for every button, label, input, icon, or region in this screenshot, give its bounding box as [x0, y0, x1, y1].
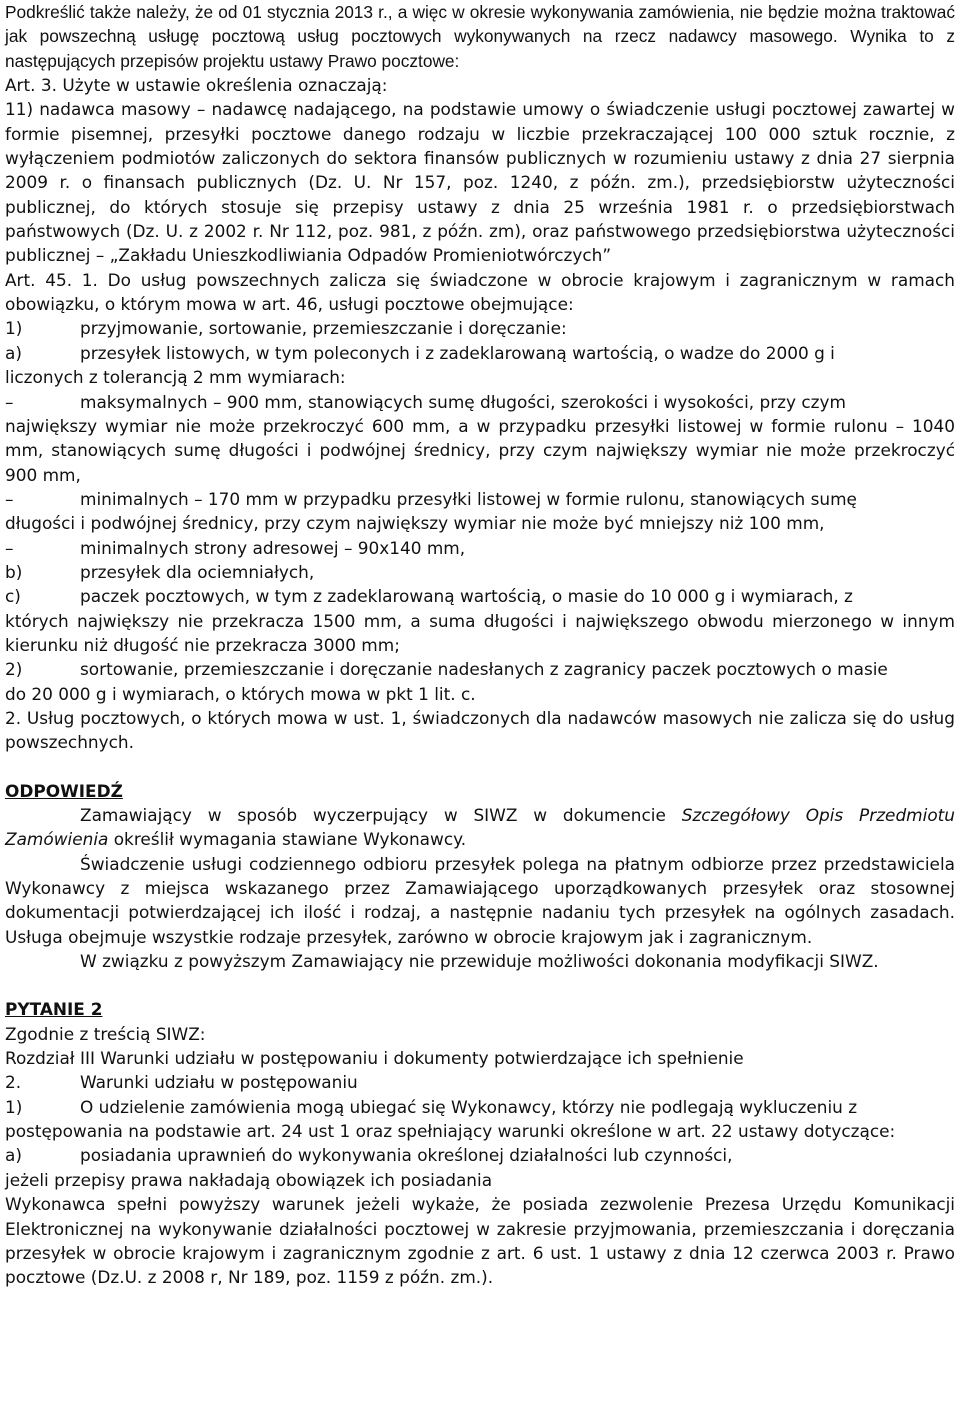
list-continuation: postępowania na podstawie art. 24 ust 1 oraz spełniający warunki określone w art. 22 ustawy dotyczące: — [5, 1121, 896, 1142]
answer-text: Zamawiający w sposób wyczerpujący w SIWZ w dokumencie — [80, 805, 682, 825]
list-item — [5, 1095, 955, 1119]
art3-line: Art. 3. Użyte w ustawie określenia oznaczają: — [5, 75, 388, 96]
answer-paragraph-2: Świadczenie usługi codziennego odbioru przesyłek polega na płatnym odbiorze przez przedstawiciela Wykonawcy z miejsca wskazanego przez Zamawiającego uporządkowanych przesyłek oraz stosownej dokumentacji potwierdzającej ich ilość i rodzaj, a następnie nadaniu tych przesyłek na ogólnych zasadach. Usługa obejmuje wszystkie rodzaje przesyłek, zarówno w obrocie krajowym jak i zagranicznym. — [5, 853, 955, 947]
list-item — [5, 584, 955, 608]
art45-paragraph: Art. 45. 1. Do usług powszechnych zalicza się świadczone w obrocie krajowym i zagranicznym w ramach obowiązku, o którym mowa w art. 46, usługi pocztowe obejmujące: — [5, 269, 955, 315]
art45-paragraph-2: 2. Usług pocztowych, o których mowa w ust. 1, świadczonych dla nadawców masowych nie zalicza się do usług powszechnych. — [5, 707, 955, 753]
list-label: a) — [5, 1145, 22, 1166]
question-line: jeżeli przepisy prawa nakładają obowiązek ich posiadania — [5, 1169, 493, 1190]
list-text: sortowanie, przemieszczanie i doręczanie nadesłanych z zagranicy paczek pocztowych o masie — [80, 659, 888, 680]
list-label: a) — [5, 342, 22, 363]
list-text: O udzielenie zamówienia mogą ubiegać się Wykonawcy, którzy nie podlegają wykluczeniu z — [80, 1096, 858, 1117]
answer-paragraph-3: W związku z powyższym Zamawiający nie przewiduje możliwości dokonania modyfikacji SIWZ. — [80, 951, 879, 972]
dash-text: minimalnych – 170 mm w przypadku przesyłki listowej w formie rulonu, stanowiących sumę — [80, 488, 857, 509]
question-heading: PYTANIE 2 — [5, 999, 103, 1020]
list-label: c) — [5, 586, 21, 607]
intro-paragraph — [5, 0, 955, 73]
answer-heading: ODPOWIEDŹ — [5, 780, 123, 801]
dash-item — [5, 487, 955, 511]
list-item — [5, 657, 955, 681]
document-title: Szczegółowy Opis Przedmiotu Zamówienia — [5, 805, 955, 850]
list-continuation: do 20 000 g i wymiarach, o których mowa w pkt 1 lit. c. — [5, 683, 476, 704]
list-item — [5, 316, 955, 340]
question-paragraph: Wykonawca spełni powyższy warunek jeżeli wykaże, że posiada zezwolenie Prezesa Urzędu Komunikacji Elektronicznej na wykonywanie działalności pocztowej w zakresie przyjmowania, przemieszczania i doręczania przesyłek w obrocie krajowym i zagranicznym zgodnie z art. 6 ust. 1 ustawy z dnia 12 czerwca 2003 r. Prawo pocztowe (Dz.U. z 2008 r, Nr 189, poz. 1159 z późn. zm.). — [5, 1194, 955, 1288]
definition-11: 11) nadawca masowy – nadawcę nadającego, na podstawie umowy o świadczenie usługi pocztowej zawartej w formie pisemnej, przesyłki pocztowe danego rodzaju w liczbie przekraczającej 100 000 sztuk rocznie, z wyłączeniem podmiotów zaliczonych do sektora finansów publicznych w rozumieniu ustawy z dnia 27 sierpnia 2009 r. o finansach publicznych (Dz. U. Nr 157, poz. 1240, z późn. zm.), przedsiębiorstw użyteczności publicznej, do których stosuje się przepisy ustawy z dnia 25 września 1981 r. o przedsiębiorstwach państwowych (Dz. U. z 2002 r. Nr 112, poz. 981, z późn. zm), oraz państwowego przedsiębiorstwa użyteczności publicznej – „Zakładu Unieszkodliwiania Odpadów Promieniotwórczych” — [5, 99, 955, 266]
list-label: 1) — [5, 318, 23, 339]
list-item — [5, 560, 955, 584]
question-line: Zgodnie z treścią SIWZ: — [5, 1023, 206, 1044]
list-continuation: których największy nie przekracza 1500 mm, a suma długości i największego obwodu mierzonego w innym kierunku niż długość nie przekracza 3000 mm; — [5, 610, 955, 655]
list-item — [5, 1143, 955, 1167]
list-label: 2. — [5, 1072, 22, 1093]
dash-text: minimalnych strony adresowej – 90x140 mm, — [80, 537, 466, 558]
question-line: Rozdział III Warunki udziału w postępowaniu i dokumenty potwierdzające ich spełnienie — [5, 1048, 744, 1069]
list-text: posiadania uprawnień do wykonywania określonej działalności lub czynności, — [80, 1145, 733, 1166]
list-label: b) — [5, 561, 23, 582]
list-text: Warunki udziału w postępowaniu — [80, 1072, 358, 1093]
list-label: 2) — [5, 659, 23, 680]
list-label: 1) — [5, 1096, 23, 1117]
dash-text: maksymalnych – 900 mm, stanowiących sumę długości, szerokości i wysokości, przy czym — [80, 391, 846, 412]
intro-line-3: nadawcy masowego. Wynika to z następujących przepisów projektu ustawy Prawo pocztowe: — [5, 26, 955, 71]
dash-mark: – — [5, 537, 14, 558]
dash-continuation: długości i podwójnej średnicy, przy czym największy wymiar nie może być mniejszy niż 100 mm, — [5, 513, 825, 534]
list-continuation: liczonych z tolerancją 2 mm wymiarach: — [5, 367, 346, 388]
dash-mark: – — [5, 488, 14, 509]
intro-line-1: Podkreślić także należy, że od 01 stycznia 2013 r., a więc w okresie wykonywania zamówienia, nie — [5, 2, 763, 22]
dash-item — [5, 390, 955, 414]
intro-line-2: będzie można traktować jak powszechną usługę pocztową usług pocztowych wykonywanych na rzecz — [5, 2, 955, 47]
dash-mark: – — [5, 391, 14, 412]
list-text: przyjmowanie, sortowanie, przemieszczanie i doręczanie: — [80, 318, 567, 339]
list-item — [5, 1070, 955, 1094]
answer-paragraph-1 — [5, 803, 955, 852]
dash-continuation: największy wymiar nie może przekroczyć 600 mm, a w przypadku przesyłki listowej w formie rulonu – 1040 mm, stanowiących sumę długości i podwójnej średnicy, przy czym największy wymiar nie może przekroczyć 900 mm, — [5, 415, 955, 485]
list-text: przesyłek dla ociemniałych, — [80, 561, 315, 582]
dash-item — [5, 536, 955, 560]
list-text: paczek pocztowych, w tym z zadeklarowaną wartością, o masie do 10 000 g i wymiarach, z — [80, 586, 853, 607]
answer-text: określił wymagania stawiane Wykonawcy. — [108, 829, 467, 850]
list-text: przesyłek listowych, w tym poleconych i z zadeklarowaną wartością, o wadze do 2000 g i — [80, 342, 835, 363]
list-item — [5, 341, 955, 365]
